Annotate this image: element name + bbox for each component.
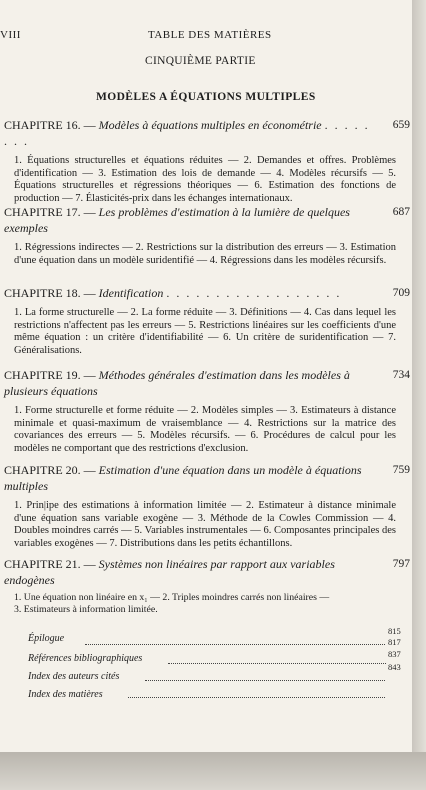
back-matter-page: 843 [388,662,401,672]
back-matter-subject-index: Index des matières [28,689,103,700]
contents-line: 1. Une équation non linéaire en x₁ — 2. Triples moindres carrés non linéaires — [14,592,330,603]
chapter-18 [4,285,410,357]
back-matter-references: Références bibliographiques [28,653,143,664]
chapter-title: Méthodes générales d'estimation dans les modèles à plusieurs équations [4,368,350,398]
chapter-20 [4,462,410,550]
chapter-contents: 1. Forme structurelle et forme réduite — 2. Modèles simples — 3. Estimateurs à distance minimale et quasi-maximum de vraisemblance — 4. Restrictions sur la matrice des covariances des erreurs — 5. Modèles récursifs. — 6. Procédures de calcul pour les modèles ne comportant que des restrictions d'exclusion. [14,405,396,454]
chapter-page: 687 [392,206,410,218]
chapter-heading: CHAPITRE 16. — Modèles à équations multiples en économétrie . . . . . . . . 659 [4,118,410,148]
chapter-title: Les problèmes d'estimation à la lumière de quelques exemples [4,205,350,235]
chapter-heading: CHAPITRE 20. — Estimation d'une équation dans un modèle à équations multiples 759 [4,463,410,493]
chapter-contents [14,592,396,615]
chapter-page: 709 [392,287,410,299]
chapter-16 [4,117,410,205]
chapter-page: 734 [392,369,410,381]
chapter-title: Modèles à équations multiples en économétrie [98,118,322,132]
chapter-label: CHAPITRE 21. [4,557,81,571]
page-number: VIII [0,29,21,41]
chapter-label: CHAPITRE 19. [4,368,81,382]
leader-dots [85,644,385,645]
page-edge-shadow [412,0,426,752]
chapter-contents: 1. Régressions indirectes — 2. Restrictions sur la distribution des erreurs — 3. Estimation d'une équation dans un modèle suridentifié — 4. Régressions dans les modèles récursifs. [14,242,396,266]
chapter-label: CHAPITRE 18. [4,286,81,300]
chapter-title: Systèmes non linéaires par rapport aux variables endogènes [4,557,335,587]
chapter-title: Estimation d'une équation dans un modèle à équations multiples [4,463,362,493]
back-matter-page: 837 [388,649,401,659]
part-title: CINQUIÈME PARTIE [145,55,256,67]
chapter-page: 659 [392,119,410,131]
chapter-heading: CHAPITRE 19. — Méthodes générales d'estimation dans les modèles à plusieurs équations 734 [4,368,410,398]
chapter-heading: CHAPITRE 21. — Systèmes non linéaires par rapport aux variables endogènes 797 [4,557,410,587]
contents-line: 3. Estimateurs à information limitée. [14,603,158,615]
chapter-contents: 1. Prin|ipe des estimations à information limitée — 2. Estimateur à distance minimale d'une équation sans variable exogène — 3. Méthode de la Cowles Commission — 4. Doubles moindres carrés — 5. Variables instrumentales — 6. Composantes principales des variables exogènes — 7. Distributions dans les petits échantillons. [14,500,396,549]
chapter-label: CHAPITRE 20. [4,463,81,477]
chapter-page: 797 [392,558,410,570]
back-matter-page: 817 [388,637,401,647]
chapter-contents: 1. Équations structurelles et équations réduites — 2. Demandes et offres. Problèmes d'identification — 3. Estimation des lois de demande — 4. Modèles récursifs — 5. Équations structurelles et régressions théoriques — 6. Estimation des fonctions de production — 7. Élasticités-prix dans les échanges internationaux. [14,155,396,204]
leader-dots [168,663,386,664]
chapter-heading: CHAPITRE 17. — Les problèmes d'estimation à la lumière de quelques exemples 687 [4,205,410,235]
table-surface [0,752,426,790]
chapter-title: Identification [98,286,164,300]
leader-dots [128,697,385,698]
leader-dots [145,680,385,681]
chapter-label: CHAPITRE 16. [4,118,81,132]
chapter-heading: CHAPITRE 18. — Identification . . . . . . . . . . . . . . . . . . 709 [4,286,410,300]
back-matter-page: 815 [388,626,401,636]
section-title: MODÈLES A ÉQUATIONS MULTIPLES [96,91,316,103]
chapter-19 [4,367,410,455]
back-matter-epilogue: Épilogue [28,633,65,644]
chapter-17 [4,204,410,267]
running-head: TABLE DES MATIÈRES [148,29,272,41]
chapter-21 [4,556,410,615]
chapter-page: 759 [392,464,410,476]
chapter-label: CHAPITRE 17. [4,205,81,219]
chapter-contents: 1. La forme structurelle — 2. La forme réduite — 3. Définitions — 4. Cas dans lequel les restrictions n'affectent pas les erreurs — 5. Restrictions linéaires sur les coefficients d'une même équation : un critère d'identifiabilité — 6. Un critère de suridentification — 7. Généralisations. [14,307,396,356]
back-matter-author-index: Index des auteurs cités [28,671,120,682]
